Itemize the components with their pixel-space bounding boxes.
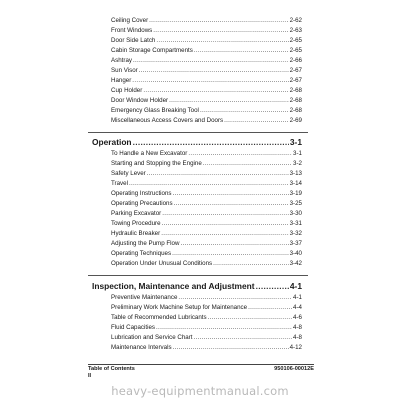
toc-entry [111, 230, 302, 238]
toc-entry-page: 4-1 [293, 294, 302, 301]
toc-entry-label: Hydraulic Breaker [111, 230, 161, 237]
dot-leader [143, 87, 288, 95]
toc-entry-label: Lubrication and Service Chart [111, 334, 193, 341]
toc-entry [111, 170, 302, 178]
toc-entry-label: Operating Precautions [111, 200, 173, 207]
toc-entry-label: Preliminary Work Machine Setup for Maintenance [111, 304, 248, 311]
toc-entry-page: 3-19 [289, 190, 302, 197]
toc-entry-page: 4-4 [293, 304, 302, 311]
footer-doc-number: 950106-00012E [274, 366, 314, 372]
toc-entry-page: 3-25 [289, 200, 302, 207]
dot-leader [156, 324, 292, 332]
toc-entry [111, 210, 302, 218]
toc-entry-label: Emergency Glass Breaking Tool [111, 107, 199, 114]
dot-leader [203, 160, 292, 168]
toc-entry [111, 294, 302, 302]
toc-entry-page: 2-65 [289, 37, 302, 44]
dot-leader [208, 314, 292, 322]
toc-entry-page: 2-65 [289, 47, 302, 54]
toc-entry [111, 57, 302, 65]
toc-entry [111, 220, 302, 228]
toc-entry-page: 4-12 [289, 344, 302, 351]
toc-entry [111, 160, 302, 168]
dot-leader [162, 210, 288, 218]
toc-entry-page: 3-30 [289, 210, 302, 217]
toc-entry-page: 2-62 [289, 17, 302, 24]
dot-leader [129, 180, 289, 188]
toc-entry-page: 3-31 [289, 220, 302, 227]
dot-leader [162, 220, 289, 228]
toc-entry [111, 200, 302, 208]
toc-entry [111, 107, 302, 115]
toc-entry-label: Sun Visor [111, 67, 138, 74]
dot-leader [153, 27, 288, 35]
dot-leader [178, 294, 292, 302]
toc-entry [111, 344, 302, 352]
toc-entry-label: Ashtray [111, 57, 132, 64]
toc-entry-page: 3-2 [293, 160, 302, 167]
toc-entry-label: Hanger [111, 77, 132, 84]
toc-entry-page: 4-8 [293, 324, 302, 331]
toc-entry [111, 240, 302, 248]
dot-leader [172, 250, 289, 258]
toc-entry [111, 190, 302, 198]
toc-entry-page: 3-1 [293, 150, 302, 157]
toc-entry-page: 2-68 [289, 107, 302, 114]
toc-entry-label: Operating Instructions [111, 190, 172, 197]
dot-leader [149, 17, 288, 25]
dot-leader [194, 334, 293, 342]
dot-leader [194, 47, 289, 55]
toc-entry [111, 17, 302, 25]
dot-leader [133, 57, 289, 65]
toc-entry-page: 4-6 [293, 314, 302, 321]
dot-leader [200, 107, 289, 115]
toc-entry-label: Cabin Storage Compartments [111, 47, 193, 54]
dot-leader [161, 230, 288, 238]
toc-entry-label: Adjusting the Pump Flow [111, 240, 180, 247]
toc-entry-page: 2-67 [289, 67, 302, 74]
toc-entry-page: 3-42 [289, 260, 302, 267]
dot-leader [224, 117, 288, 125]
footer-title: Table of Contents [88, 366, 135, 372]
toc-entry [111, 334, 302, 342]
section-heading-inspection [92, 281, 302, 291]
toc-entry-page: 2-69 [289, 117, 302, 124]
toc-entry [111, 87, 302, 95]
toc-entry-label: Towing Procedure [111, 220, 161, 227]
toc-entry-label: Operation Under Unusual Conditions [111, 260, 213, 267]
section-heading-label: Inspection, Maintenance and Adjustment [92, 281, 255, 291]
toc-entry-page: 4-8 [293, 334, 302, 341]
dot-leader [173, 344, 289, 352]
footer-page-number: II [88, 373, 92, 379]
section-divider [88, 132, 308, 133]
section-divider [88, 275, 308, 276]
toc-entry-page: 2-68 [289, 97, 302, 104]
toc-entry-label: Front Windows [111, 27, 153, 34]
section-heading-operation [92, 137, 302, 147]
toc-entry-page: 3-37 [289, 240, 302, 247]
section-heading-page: 4-1 [289, 281, 302, 291]
toc-entry-label: Door Side Latch [111, 37, 156, 44]
dot-leader [248, 304, 292, 312]
dot-leader [180, 240, 288, 248]
section-heading-label: Operation [92, 137, 132, 147]
toc-entry-label: Safety Lever [111, 170, 146, 177]
toc-entry-label: Maintenance Intervals [111, 344, 172, 351]
toc-entry-label: To Handle a New Excavator [111, 150, 188, 157]
toc-entry-page: 3-14 [289, 180, 302, 187]
dot-leader [173, 190, 289, 198]
footer-rule [88, 364, 314, 365]
toc-entry-page: 2-66 [289, 57, 302, 64]
toc-entry [111, 47, 302, 55]
toc-entry-label: Operating Techniques [111, 250, 172, 257]
toc-entry-label: Cup Holder [111, 87, 143, 94]
dot-leader [256, 281, 289, 291]
dot-leader [213, 260, 288, 268]
watermark: heavy-equipmentmanual.com [111, 384, 289, 398]
dot-leader [147, 170, 289, 178]
toc-entry-label: Miscellaneous Access Covers and Doors [111, 117, 224, 124]
toc-entry [111, 250, 302, 258]
toc-entry-page: 2-67 [289, 77, 302, 84]
dot-leader [174, 200, 289, 208]
toc-entry-page: 3-13 [289, 170, 302, 177]
section-heading-page: 3-1 [289, 137, 302, 147]
toc-entry-label: Door Window Holder [111, 97, 169, 104]
toc-entry [111, 77, 302, 85]
toc-entry-page: 2-63 [289, 27, 302, 34]
toc-entry-label: Preventive Maintenance [111, 294, 178, 301]
dot-leader [133, 137, 289, 147]
toc-entry-label: Table of Recommended Lubricants [111, 314, 207, 321]
toc-entry-label: Travel [111, 180, 128, 187]
toc-entry [111, 67, 302, 75]
toc-entry [111, 37, 302, 45]
toc-entry [111, 260, 302, 268]
dot-leader [156, 37, 288, 45]
toc-entry [111, 97, 302, 105]
toc-entry [111, 180, 302, 188]
toc-entry-page: 3-32 [289, 230, 302, 237]
toc-entry [111, 324, 302, 332]
toc-entry [111, 27, 302, 35]
toc-entry [111, 314, 302, 322]
toc-entry-label: Starting and Stopping the Engine [111, 160, 202, 167]
toc-entry-label: Ceiling Cover [111, 17, 149, 24]
dot-leader [139, 67, 289, 75]
toc-entry [111, 150, 302, 158]
dot-leader [132, 77, 288, 85]
toc-entry [111, 117, 302, 125]
toc-entry-page: 2-68 [289, 87, 302, 94]
dot-leader [188, 150, 292, 158]
dot-leader [169, 97, 289, 105]
toc-entry-page: 3-40 [289, 250, 302, 257]
toc-entry-label: Fluid Capacities [111, 324, 156, 331]
toc-entry-label: Parking Excavator [111, 210, 162, 217]
toc-entry [111, 304, 302, 312]
